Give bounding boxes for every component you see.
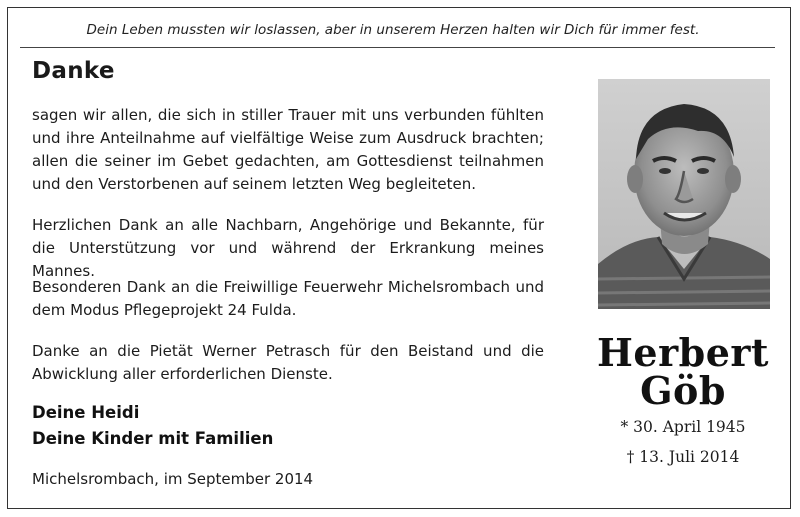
paragraph-funeral-home: Danke an die Pietät Werner Petrasch für den Beistand und die Abwicklung aller erforderlichen Dienste. — [32, 342, 544, 383]
portrait-image — [598, 79, 770, 309]
place-date: Michelsrombach, im September 2014 — [32, 470, 314, 488]
death-date: † 13. Juli 2014 — [626, 448, 740, 466]
deceased-last-name: Göb — [640, 368, 726, 413]
paragraph-fire-brigade: Besonderen Dank an die Freiwillige Feuerwehr Michelsrombach und dem Modus Pflegeprojekt 24 Fulda. — [32, 278, 544, 319]
heading: Danke — [32, 58, 115, 84]
portrait-photo — [598, 79, 770, 309]
birth-date: * 30. April 1945 — [620, 418, 746, 436]
divider — [20, 47, 775, 48]
deceased-first-name: Herbert — [597, 330, 769, 375]
paragraph-thanks: sagen wir allen, die sich in stiller Trauer mit uns verbunden fühlten und ihre Anteilnahme auf vielfältige Weise zum Ausdruck brachten; allen die seiner im Gebet gedachten, am Gottesdienst teilnahmen und den Verstorbenen auf seinem letzten Weg begleiteten. — [32, 106, 544, 193]
motto-line: Dein Leben mussten wir loslassen, aber in unserem Herzen halten wir Dich für immer fest. — [86, 22, 700, 38]
signature-wife: Deine Heidi — [32, 403, 140, 422]
signature-children: Deine Kinder mit Familien — [32, 429, 274, 448]
paragraph-neighbors: Herzlichen Dank an alle Nachbarn, Angehörige und Bekannte, für die Unterstützung vor und während der Erkrankung meines Mannes. — [32, 216, 544, 280]
